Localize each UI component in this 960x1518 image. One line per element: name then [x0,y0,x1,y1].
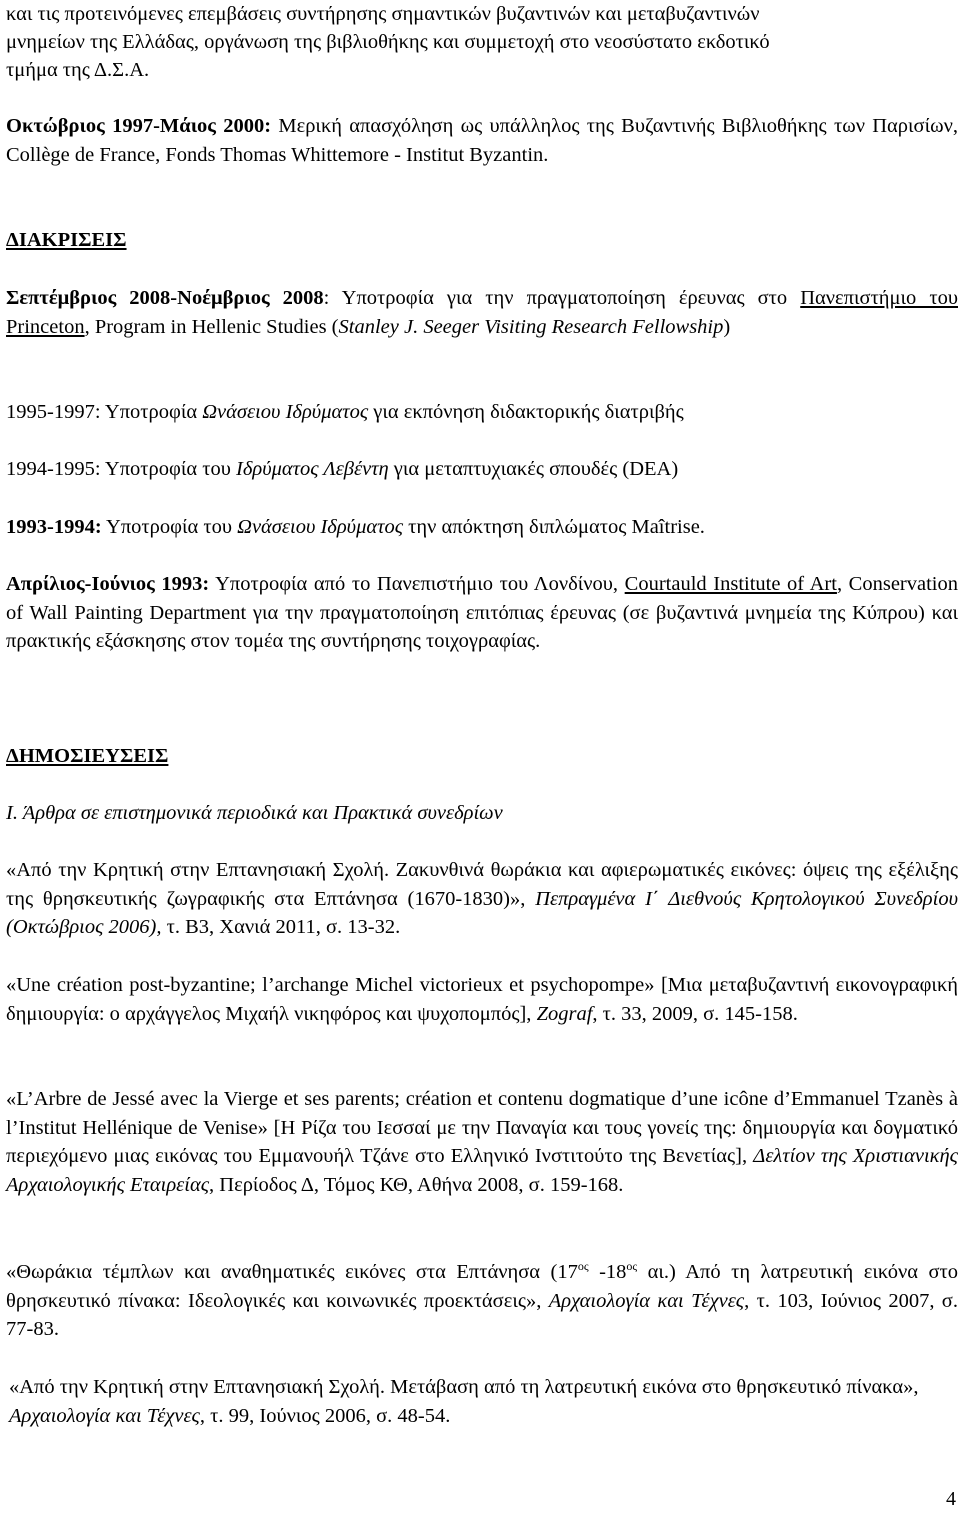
intro-line-2: μνημείων της Ελλάδας, οργάνωση της βιβλιοθήκης και συμμετοχή στο νεοσύστατο εκδοτικό [6,31,770,53]
award-item [6,455,958,484]
publication-journal: Αρχαιολογία και Τέχνες [548,1289,745,1312]
foundation-name: Ωνάσειου Ιδρύματος [237,516,404,538]
publication-journal: Δελτίον της Χριστιανικής Αρχαιολογικής Εταιρείας [6,1145,958,1196]
intro-line-3: τμήμα της Δ.Σ.Α. [6,59,150,81]
award-text: ) [723,315,731,338]
publication-title: «Από την Κρητική στην Επτανησιακή Σχολή. Ζακυνθινά θωράκια και αφιερωματικές εικόνες: όψεις της εξέλιξης της θρησκευτικής ζωγραφικής στα Επτάνησα (1670-1830)», [6,859,958,910]
publication-journal: Αρχαιολογία και Τέχνες [9,1404,200,1427]
award-item [6,398,958,427]
employment-text: Μερική απασχόληση ως υπάλληλος της Βυζαντινής Βιβλιοθήκης των Παρισίων, Collège de France, Fonds Thomas Whittemore - Institut Byzantin. [6,115,958,166]
publication-title: αι.) Από τη λατρευτική εικόνα στο θρησκευτικό πίνακα: Ιδεολογικές και κοινωνικές προεκτάσεις», [6,1261,959,1312]
award-date: Απρίλιος-Ιούνιος 1993: [6,573,210,595]
superscript: ος [626,1259,638,1274]
publication-title: «Θωράκια τέμπλων και αναθηματικές εικόνες στα Επτάνησα (17 [6,1261,578,1283]
publications-heading: ΔΗΜΟΣΙΕΥΣΕΙΣ [6,745,169,767]
award-text: Υποτροφία από το Πανεπιστήμιο του Λονδίνου, [209,573,625,595]
superscript: ος [577,1259,589,1274]
publication-item [6,971,958,1028]
employment-paragraph [6,112,958,169]
publication-item [6,856,958,942]
award-date: 1993-1994: [6,516,102,538]
award-item [6,570,958,656]
award-item [6,513,958,542]
award-text: για εκπόνηση διδακτορικής διατριβής [368,401,684,423]
award-date: 1994-1995 [6,458,95,480]
publication-item [6,1258,958,1344]
award-text: , Program in Hellenic Studies ( [84,315,339,338]
employment-date: Οκτώβριος 1997-Μάιος 2000: [6,115,272,137]
foundation-name: Ωνάσειου Ιδρύματος [202,401,369,423]
publication-journal: Zograf [536,1002,593,1025]
awards-heading: ΔΙΑΚΡΙΣΕΙΣ [6,229,127,251]
award-text: για μεταπτυχιακές σπουδές (DEA) [388,458,679,480]
award-date: 1995-1997 [6,401,95,423]
publication-title: «Από την Κρητική στην Επτανησιακή Σχολή. Μετάβαση από τη λατρευτική εικόνα στο θρησκευτικό πίνακα», [9,1376,919,1398]
publication-details: τ. Β3, Χανιά 2011, σ. 13-32. [161,916,401,938]
courtauld-link[interactable]: Courtauld Institute of Art [624,573,837,595]
award-date: Σεπτέμβριος 2008-Νοέμβριος 2008 [6,287,324,309]
publication-journal: Πεπραγμένα Ι΄ Διεθνούς Κρητολογικού Συνεδρίου (Οκτώβριος 2006), [6,887,958,938]
princeton-link[interactable]: Πανεπιστήμιο του Princeton [6,287,958,338]
award-text: : Υποτροφία [94,401,203,423]
award-text: , Conservation of Wall Painting Department για την πραγματοποίηση επιτόπιας έρευνας (σε βυζαντινά μνημεία της Κύπρου) και πρακτικής εξάσκησης στον τομέα της συντήρησης τοιχογραφίας. [6,573,958,652]
publication-details: , τ. 33, 2009, σ. 145-158. [592,1002,798,1025]
award-text: : Υποτροφία για την πραγματοποίηση έρευνας στο [323,287,801,309]
intro-line-1: και τις προτεινόμενες επεμβάσεις συντήρησης σημαντικών βυζαντινών και μεταβυζαντινών [6,3,760,25]
publication-details: , Περίοδος Δ, Τόμος ΚΘ, Αθήνα 2008, σ. 159-168. [209,1173,624,1196]
publication-title: -18 [588,1261,627,1283]
foundation-name: Ιδρύματος Λεβέντη [236,458,389,480]
award-text: : Υποτροφία του [94,458,236,480]
publication-title: «Une création post-byzantine; l’archange Michel victorieux et psychopompe» [Μια μεταβυζαντινή εικονογραφική δημιουργία: ο αρχάγγελος Μιχαήλ νικηφόρος και ψυχοπομπός], [6,974,958,1025]
publication-item [6,1085,958,1199]
publication-details: , τ. 103, Ιούνιος 2007, σ. 77-83. [6,1289,958,1340]
fellowship-name: Stanley J. Seeger Visiting Research Fellowship [338,315,724,338]
award-text: την απόκτηση διπλώματος Maîtrise. [403,516,705,538]
publication-details: , τ. 99, Ιούνιος 2006, σ. 48-54. [199,1404,451,1427]
page-number: 4 [946,1488,956,1510]
publication-item [9,1373,939,1430]
award-text: Υποτροφία του [101,516,238,538]
publications-subheading: Ι. Άρθρα σε επιστημονικά περιοδικά και Πρακτικά συνεδρίων [6,802,503,824]
award-item [6,284,958,341]
publication-title: «L’Arbre de Jessé avec la Vierge et ses parents; création et contenu dogmatique d’une icône d’Emmanuel Tzanès à l’Institut Hellénique de Venise» [Η Ρίζα του Ιεσσαί με την Παναγία και τους γονείς της: δημιουργία και δογματικό περιεχόμενο μιας εικόνας του Εμμανουήλ Τζάνε στο Ελληνικό Ινστιτούτο της Βενετίας], [6,1088,958,1167]
